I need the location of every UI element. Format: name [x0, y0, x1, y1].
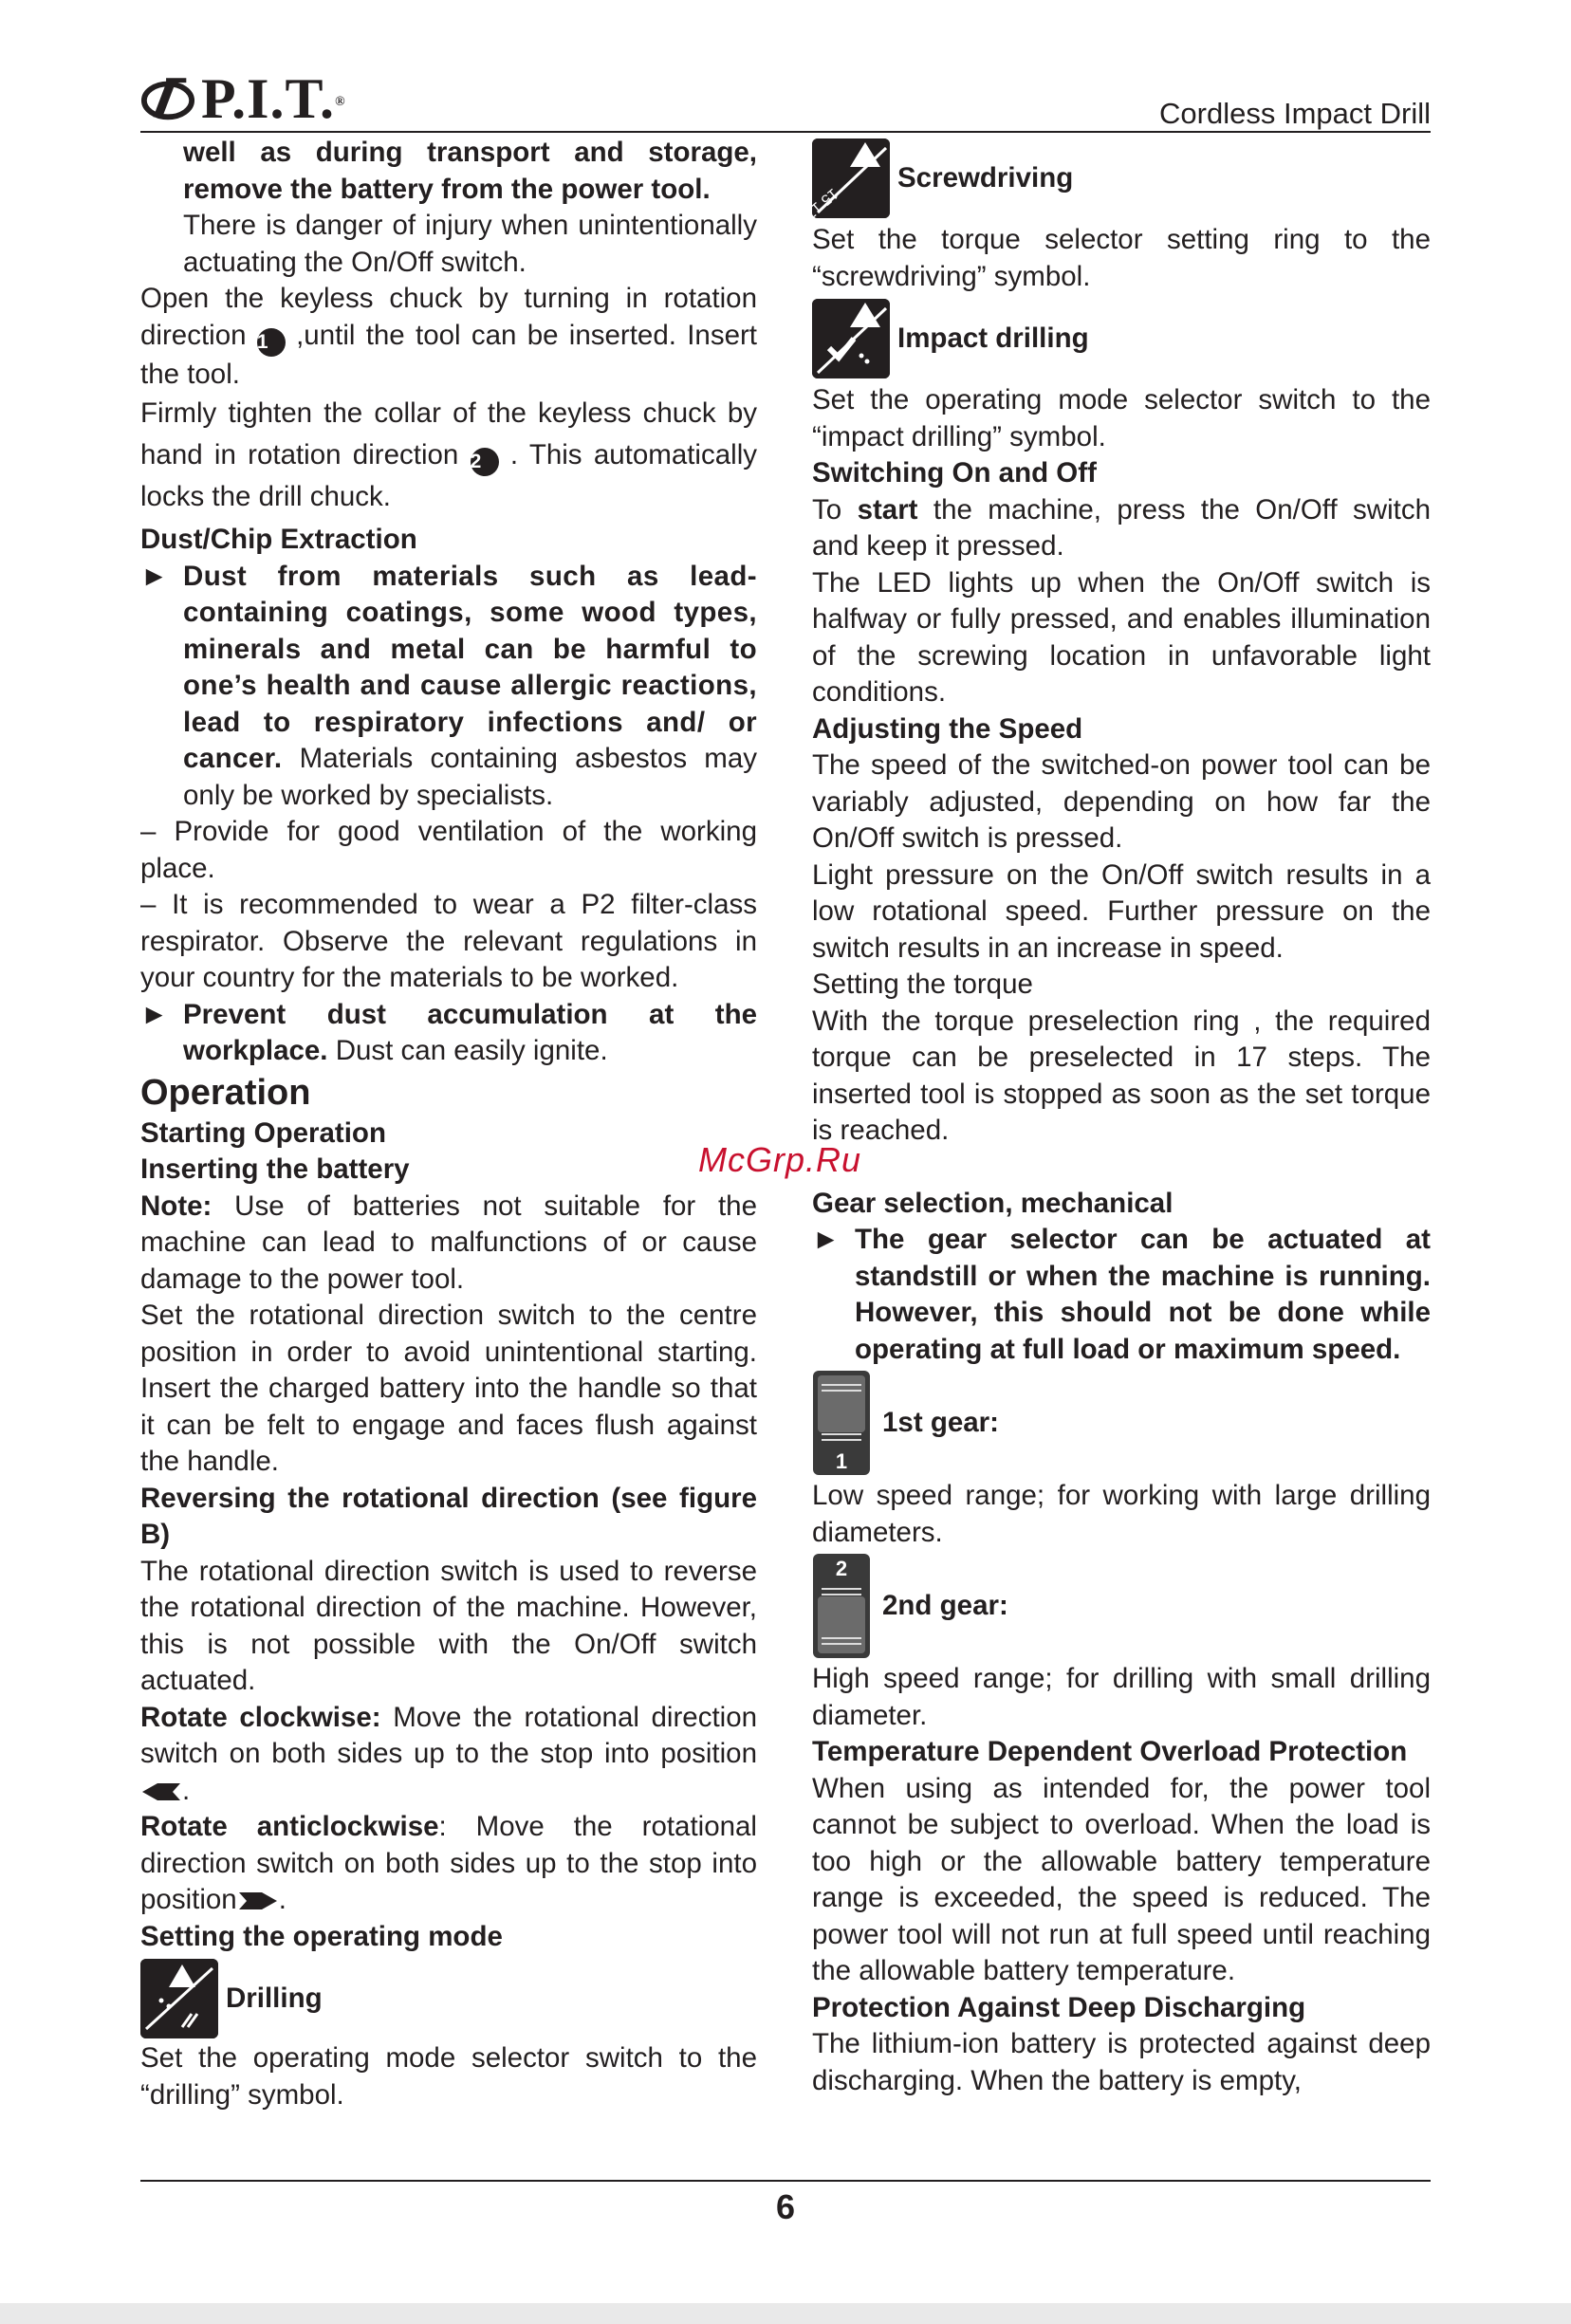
screwdriving-icon: [801, 138, 890, 222]
bottom-bar: [0, 2303, 1571, 2324]
operating-mode-heading: Setting the operating mode: [140, 1920, 503, 1952]
tighten-chuck-text: Firmly tighten the collar of the keyless chuck by hand in rotation direction 2 . This automatically locks the drill chuck.: [140, 397, 757, 512]
arrow-right-icon: [237, 1891, 279, 1911]
right-column: [801, 135, 1431, 2099]
drilling-mode-row: [140, 1959, 757, 2038]
light-pressure-text: Light pressure on the On/Off switch results in a low rotational speed. Further pressure on the switch results in an increase in speed.: [812, 858, 1431, 964]
operation-heading: Operation: [140, 1072, 311, 1113]
gear-warning: ► The gear selector can be actuated at standstill or when the machine is running. However, this should not be done while operating at full load or maximum speed.: [812, 1224, 1431, 1365]
left-column: [140, 135, 757, 2113]
watermark: McGrp.Ru: [698, 1140, 862, 1179]
gear-1-number: 1: [835, 1449, 848, 1473]
deep-discharge-heading: Protection Against Deep Discharging: [812, 1991, 1306, 2023]
switching-text: To start the machine, press the On/Off switch and keep it pressed.: [812, 493, 1431, 562]
step-1-badge: 1: [257, 328, 286, 357]
set-rotation-text: Set the rotational direction switch to the centre position in order to avoid unintentional starting. Insert the charged battery into the handle so that it can be felt to engage and faces flush against the handle.: [140, 1300, 757, 1477]
step-2-badge: 2: [471, 448, 499, 476]
gear-2-text: High speed range; for drilling with small drilling diameter.: [812, 1663, 1431, 1731]
gear-2-label: 2nd gear:: [882, 1589, 1008, 1621]
header-rule: [140, 131, 1431, 133]
gear-1-text: Low speed range; for working with large drilling diameters.: [812, 1480, 1431, 1548]
gear-1-row: [812, 1370, 1431, 1476]
brand-name: P.I.T.®: [201, 67, 346, 130]
torque-heading: Setting the torque: [812, 968, 1033, 1000]
torque-text: With the torque preselection ring , the required torque can be preselected in 17 steps. The inserted tool is stopped as soon as the set torque is reached.: [812, 1005, 1431, 1146]
impact-drilling-label: Impact drilling: [897, 322, 1089, 354]
note-text: Note: Use of batteries not suitable for the machine can lead to malfunctions of or cause damage to the power tool.: [140, 1190, 758, 1295]
screwdriving-mode-row: [801, 138, 1431, 222]
screw-numbers: 15 17: [801, 184, 841, 222]
page-number: 6: [775, 2187, 796, 2226]
arrow-left-icon: [140, 1781, 182, 1802]
switching-heading: Switching On and Off: [812, 457, 1097, 489]
gear-2-number: 2: [835, 1557, 848, 1580]
rotate-anticlockwise-text: Rotate anticlockwise: Move the rotational direction switch on both sides up to the stop into position .: [140, 1811, 757, 1915]
deep-discharge-text: The lithium-ion battery is protected against deep discharging. When the battery is empty,: [812, 2028, 1431, 2096]
document-title: Cordless Impact Drill: [1159, 97, 1431, 130]
gear-heading: Gear selection, mechanical: [812, 1187, 1174, 1219]
gear-2-icon: [812, 1553, 871, 1659]
drilling-text: Set the operating mode selector switch to the “drilling” symbol.: [140, 2042, 757, 2111]
ventilation-text: – Provide for good ventilation of the working place.: [140, 816, 757, 884]
bullet-arrow-icon: ►: [140, 560, 169, 592]
screwdriving-label: Screwdriving: [897, 161, 1074, 194]
prevent-dust-warning: ► Prevent dust accumulation at the workplace. Dust can easily ignite.: [140, 998, 757, 1066]
dust-heading: Dust/Chip Extraction: [140, 524, 417, 555]
warning-transport: well as during transport and storage, remove the battery from the power tool.: [183, 137, 757, 205]
screwdriving-text: Set the torque selector setting ring to the “screwdriving” symbol.: [812, 224, 1431, 292]
respirator-text: – It is recommended to wear a P2 filter-class respirator. Observe the relevant regulations in your country for the materials to be worked.: [140, 889, 757, 993]
impact-drilling-text: Set the operating mode selector switch to the “impact drilling” symbol.: [812, 384, 1431, 452]
open-chuck-text: Open the keyless chuck by turning in rotation direction 1 ,until the tool can be inserted. Insert the tool.: [140, 283, 757, 390]
starting-operation-heading: Starting Operation: [140, 1116, 386, 1149]
page-header: [140, 67, 1431, 137]
gear-1-icon: [812, 1370, 871, 1476]
bullet-arrow-icon: ►: [812, 1224, 841, 1255]
drilling-icon: [140, 1959, 218, 2038]
speed-heading: Adjusting the Speed: [812, 712, 1083, 745]
reversing-text: The rotational direction switch is used to reverse the rotational direction of the machine. However, this is not possible with the On/Off switch actuated.: [140, 1555, 757, 1696]
temperature-text: When using as intended for, the power tool cannot be subject to overload. When the load is too high or the allowable battery temperature range is exceeded, the speed is reduced. The power tool will not run at full speed until reaching the allowable battery temperature.: [812, 1772, 1431, 1986]
gear-1-label: 1st gear:: [882, 1406, 999, 1438]
inserting-battery-heading: Inserting the battery: [140, 1153, 410, 1185]
gear-2-row: [812, 1553, 1431, 1659]
pit-logo-icon: [140, 71, 195, 126]
impact-drilling-icon: [812, 299, 890, 378]
led-text: The LED lights up when the On/Off switch is halfway or fully pressed, and enables illumination of the screwing location in unfavorable light conditions.: [812, 566, 1431, 708]
reversing-heading: Reversing the rotational direction (see figure B): [140, 1482, 757, 1550]
speed-text: The speed of the switched-on power tool can be variably adjusted, depending on how far the On/Off switch is pressed.: [812, 749, 1431, 854]
dust-warning: ► Dust from materials such as lead-containing coatings, some wood types, minerals and metal can be harmful to one’s health and cause allergic reactions, lead to respiratory infections and/ or cancer. Materials containing asbestos may only be worked by specialists.: [140, 560, 757, 811]
rotate-clockwise-text: Rotate clockwise: Move the rotational direction switch on both sides up to the stop into position .: [140, 1701, 758, 1806]
bullet-arrow-icon: ►: [140, 998, 169, 1030]
impact-mode-row: [812, 299, 1431, 378]
drilling-label: Drilling: [226, 1982, 323, 2014]
temperature-heading: Temperature Dependent Overload Protection: [812, 1736, 1408, 1767]
footer-rule: [140, 2180, 1431, 2182]
brand-logo: [140, 67, 346, 130]
warning-injury: There is danger of injury when unintentionally actuating the On/Off switch.: [183, 210, 757, 278]
